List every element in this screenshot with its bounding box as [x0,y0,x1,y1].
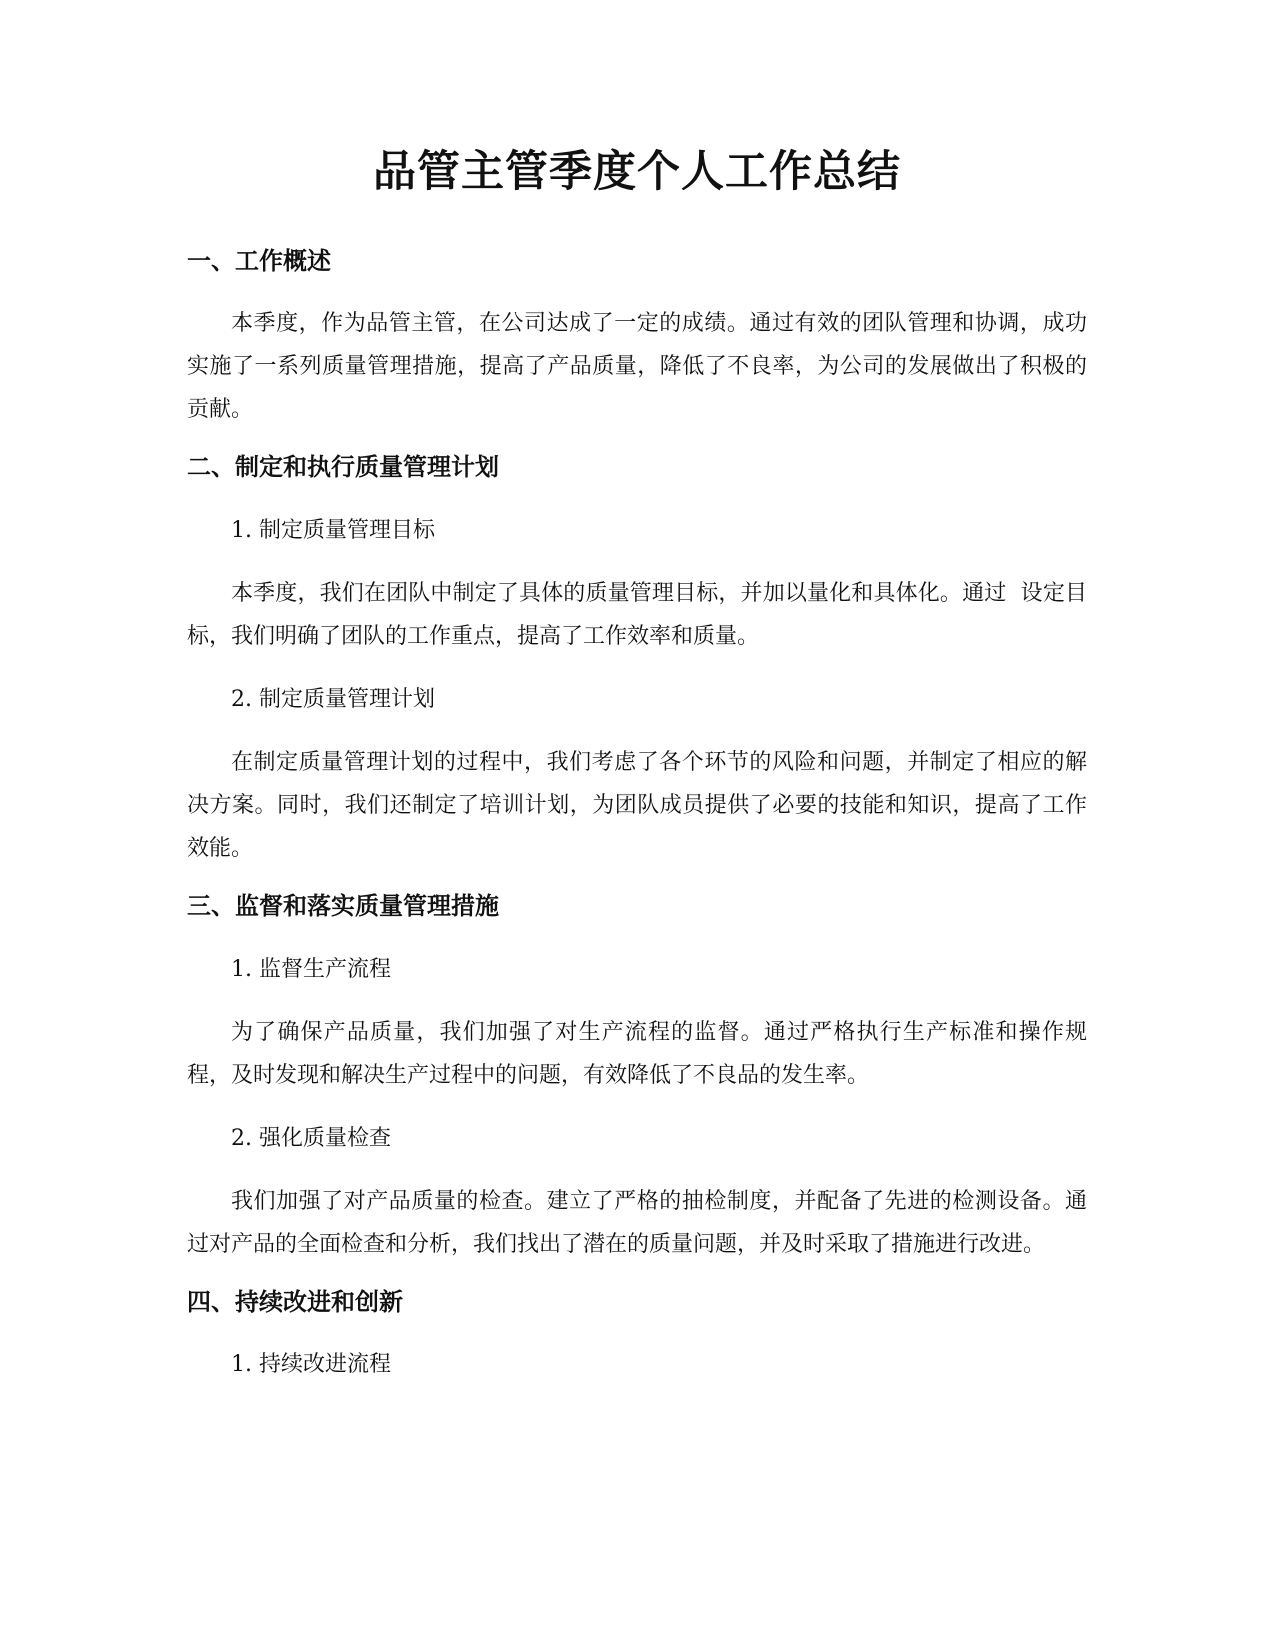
subheading-continuous-improvement: 1. 持续改进流程 [231,1352,391,1378]
paragraph-quality-goals: 本季度，我们在团队中制定了具体的质量管理目标，并加以量化和具体化。通过 设定目标，我们明确了团队的工作重点，提高了工作效率和质量。 [187,581,1087,650]
subheading-quality-goals: 1. 制定质量管理目标 [231,518,435,544]
document-title: 品管主管季度个人工作总结 [373,147,901,197]
paragraph-quality-inspection: 我们加强了对产品质量的检查。建立了严格的抽检制度，并配备了先进的检测设备。通过对产品的全面检查和分析，我们找出了潜在的质量问题，并及时采取了措施进行改进。 [187,1188,1087,1257]
section-heading-improvement: 四、持续改进和创新 [187,1287,403,1316]
section-heading-plan: 二、制定和执行质量管理计划 [187,453,499,482]
section-heading-overview: 一、工作概述 [187,246,331,275]
section-heading-supervision: 三、监督和落实质量管理措施 [187,892,499,921]
paragraph-overview: 本季度，作为品管主管，在公司达成了一定的成绩。通过有效的团队管理和协调，成功实施了一系列质量管理措施，提高了产品质量，降低了不良率，为公司的发展做出了积极的贡献。 [187,311,1087,423]
paragraph-production-process: 为了确保产品质量，我们加强了对生产流程的监督。通过严格执行生产标准和操作规程，及时发现和解决生产过程中的问题，有效降低了不良品的发生率。 [187,1019,1087,1088]
subheading-quality-plan: 2. 制定质量管理计划 [231,687,435,713]
subheading-quality-inspection: 2. 强化质量检查 [231,1125,391,1151]
paragraph-quality-plan: 在制定质量管理计划的过程中，我们考虑了各个环节的风险和问题，并制定了相应的解决方案。同时，我们还制定了培训计划，为团队成员提供了必要的技能和知识，提高了工作效能。 [187,750,1087,862]
subheading-production-process: 1. 监督生产流程 [231,956,391,982]
document-body [187,145,1087,1406]
